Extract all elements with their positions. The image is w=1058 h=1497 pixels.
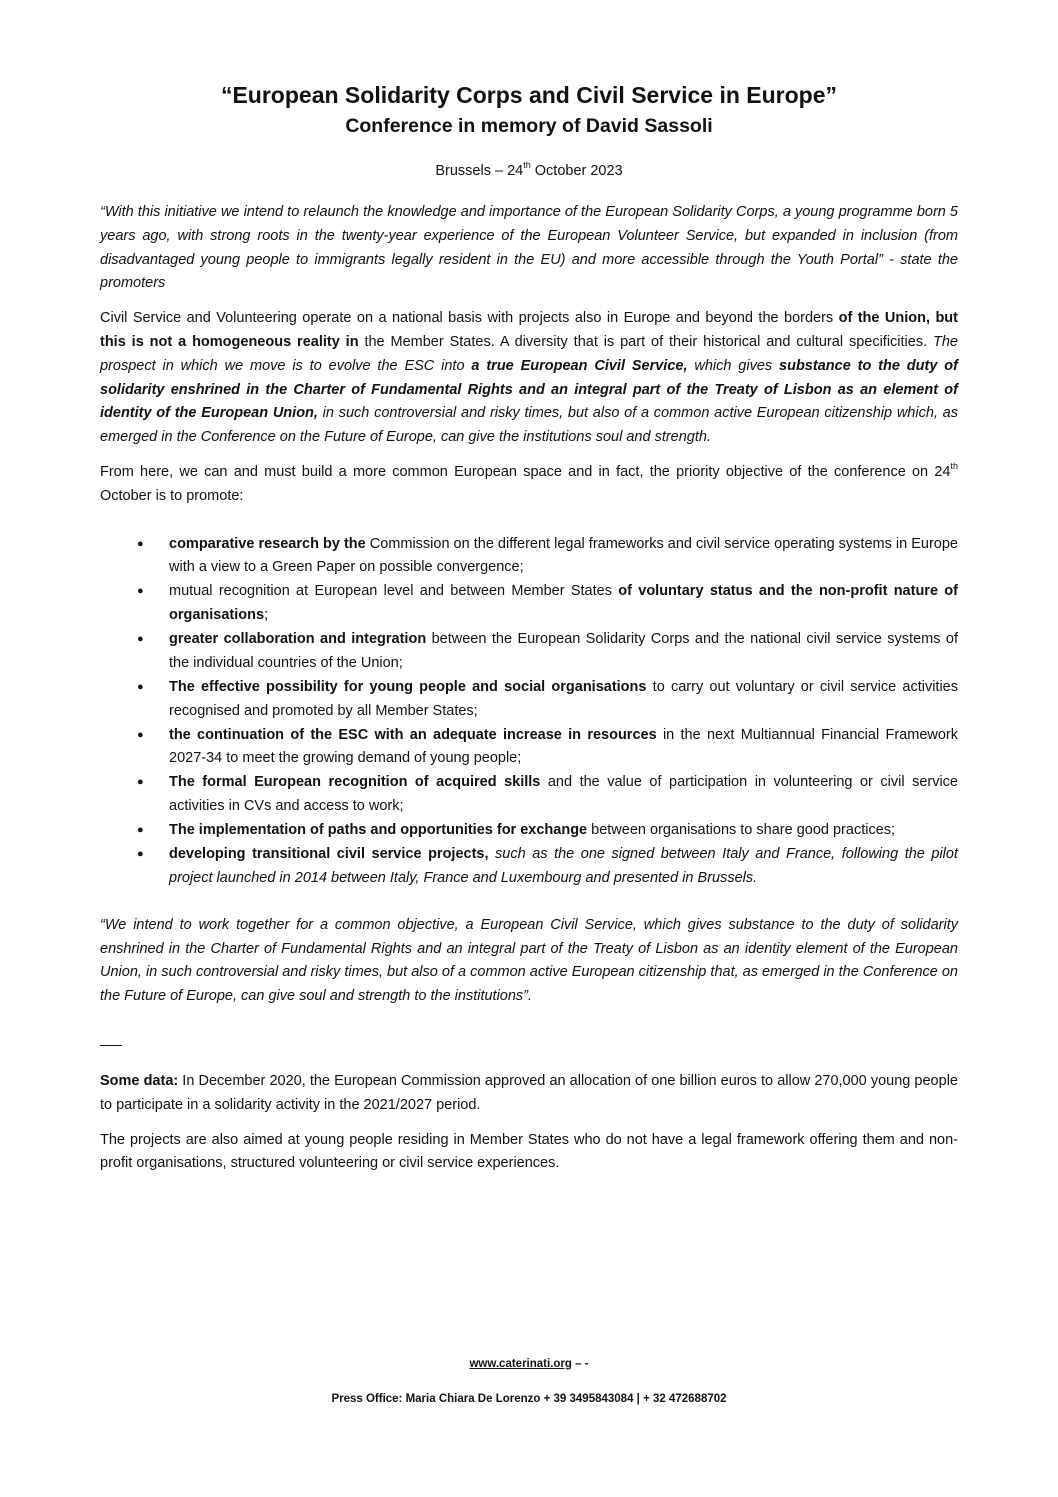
date-text-end: October 2023: [530, 163, 623, 179]
list-item: [100, 771, 958, 819]
text-run: October is to promote:: [100, 487, 244, 504]
bullet-icon: ●: [137, 824, 144, 837]
website-link[interactable]: www.caterinati.org: [469, 1358, 572, 1370]
bold-italic-run: substance to the duty of solidarity enshrined in the Charter of Fundamental Rights and an integral part of the Treaty of Lisbon as an element of identity of the European Union,: [100, 357, 958, 422]
text-run: between the European Solidarity Corps and the national civil service systems of the individual countries of the Union;: [169, 631, 958, 671]
list-item: [100, 843, 958, 891]
bullet-icon: ●: [137, 728, 144, 741]
footer-website: [0, 1358, 1058, 1370]
list-item: [100, 819, 958, 843]
italic-run: The prospect in which we move is to evolve the ESC into: [100, 333, 959, 374]
bold-run: the continuation of the ESC with an adequate increase in resources: [169, 726, 657, 743]
text-run: Commission on the different legal frameworks and civil service operating systems in Europe with a view to a Green Paper on possible convergence;: [169, 535, 958, 576]
bullet-icon: ●: [137, 680, 144, 693]
page-subtitle: Conference in memory of David Sassoli: [345, 115, 713, 137]
text-run: the Member States. A diversity that is part of their historical and cultural specificities.: [358, 333, 934, 350]
dateline: [100, 161, 958, 181]
bullet-icon: ●: [137, 537, 144, 550]
text-run: In December 2020, the European Commission approved an allocation of one billion euros to allow 270,000 young people to participate in a solidarity activity in the 2021/2027 period.: [100, 1073, 958, 1113]
bold-run: developing transitional civil service projects,: [169, 846, 489, 863]
footer-press-office: Press Office: Maria Chiara De Lorenzo + 39 3495843084 | + 32 472688702: [331, 1393, 727, 1405]
text-run: mutual recognition at European level and between Member States: [169, 583, 619, 600]
list-item: [100, 628, 958, 676]
text-run: between organisations to share good practices;: [587, 822, 896, 839]
list-item: [100, 580, 958, 628]
objectives-list: [100, 533, 958, 891]
bullet-icon: ●: [137, 776, 144, 789]
bullet-icon: ●: [137, 848, 144, 861]
text-run: ;: [264, 607, 269, 624]
italic-run: which gives: [687, 357, 780, 374]
text-run: to carry out voluntary or civil service activities recognised and promoted by all Member States;: [169, 678, 958, 719]
page-title: “European Solidarity Corps and Civil Service in Europe”: [220, 82, 838, 108]
text-run: in the next Multiannual Financial Framework 2027-34 to meet the growing demand of young people;: [169, 726, 958, 767]
data-label: Some data:: [100, 1073, 179, 1090]
data-paragraph: [100, 1070, 958, 1118]
text-run: and the value of participation in volunteering or civil service activities in CVs and access to work;: [169, 774, 958, 815]
list-item: [100, 676, 958, 724]
closing-quote: “We intend to work together for a common objective, a European Civil Service, which gives substance to the duty of solidarity enshrined in the Charter of Fundamental Rights and an integral part of the Treaty of Lisbon as an identity element of the European Union, in such controversial and risky times, but also of a common active European citizenship that, as emerged in the Conference on the Future of Europe, can give soul and strength to the institutions”.: [100, 916, 958, 1005]
civil-service-paragraph: [100, 307, 958, 450]
list-item: [100, 533, 958, 581]
intro-quote: “With this initiative we intend to relaunch the knowledge and importance of the European Solidarity Corps, a young programme born 5 years ago, with strong roots in the twenty-year experience of the European Volunteer Service, but expanded in inclusion (from disadvantaged young people to immigrants legally resident in the EU) and more accessible through the Youth Portal” - state the promoters: [100, 204, 958, 292]
bold-run: The effective possibility for young people and social organisations: [169, 678, 647, 695]
superscript: th: [950, 461, 958, 472]
bold-run: greater collaboration and integration: [169, 631, 427, 648]
objective-paragraph: [100, 461, 958, 509]
italic-run: such as the one signed between Italy and France, following the pilot project launched in 2014 between Italy, France and Luxembourg and presented in Brussels.: [169, 846, 958, 887]
section-divider: [100, 1045, 122, 1046]
text-run: Civil Service and Volunteering operate on a national basis with projects also in Europe and beyond the borders: [100, 310, 839, 327]
bullet-icon: ●: [137, 633, 144, 646]
bold-run: comparative research by the: [169, 535, 366, 552]
date-superscript: th: [523, 160, 531, 171]
bullet-icon: ●: [137, 585, 144, 598]
bold-run: of the Union, but this is not a homogeneous reality in: [100, 310, 958, 350]
bold-run: of voluntary status and the non-profit nature of organisations: [169, 583, 958, 624]
italic-run: in such controversial and risky times, but also of a common active European citizenship which, as emerged in the Conference on the Future of Europe, can give the institutions soul and strength.: [100, 405, 958, 446]
bold-run: The implementation of paths and opportunities for exchange: [169, 822, 588, 839]
link-suffix: – -: [571, 1358, 589, 1370]
bold-run: The formal European recognition of acquired skills: [169, 774, 541, 791]
text-run: From here, we can and must build a more common European space and in fact, the priority objective of the conference on 24: [100, 463, 951, 480]
projects-paragraph: The projects are also aimed at young people residing in Member States who do not have a legal framework offering them and non-profit organisations, structured volunteering or civil service experiences.: [100, 1131, 958, 1172]
bold-italic-run: a true European Civil Service,: [471, 357, 688, 374]
list-item: [100, 724, 958, 772]
date-text: Brussels – 24: [435, 163, 524, 179]
